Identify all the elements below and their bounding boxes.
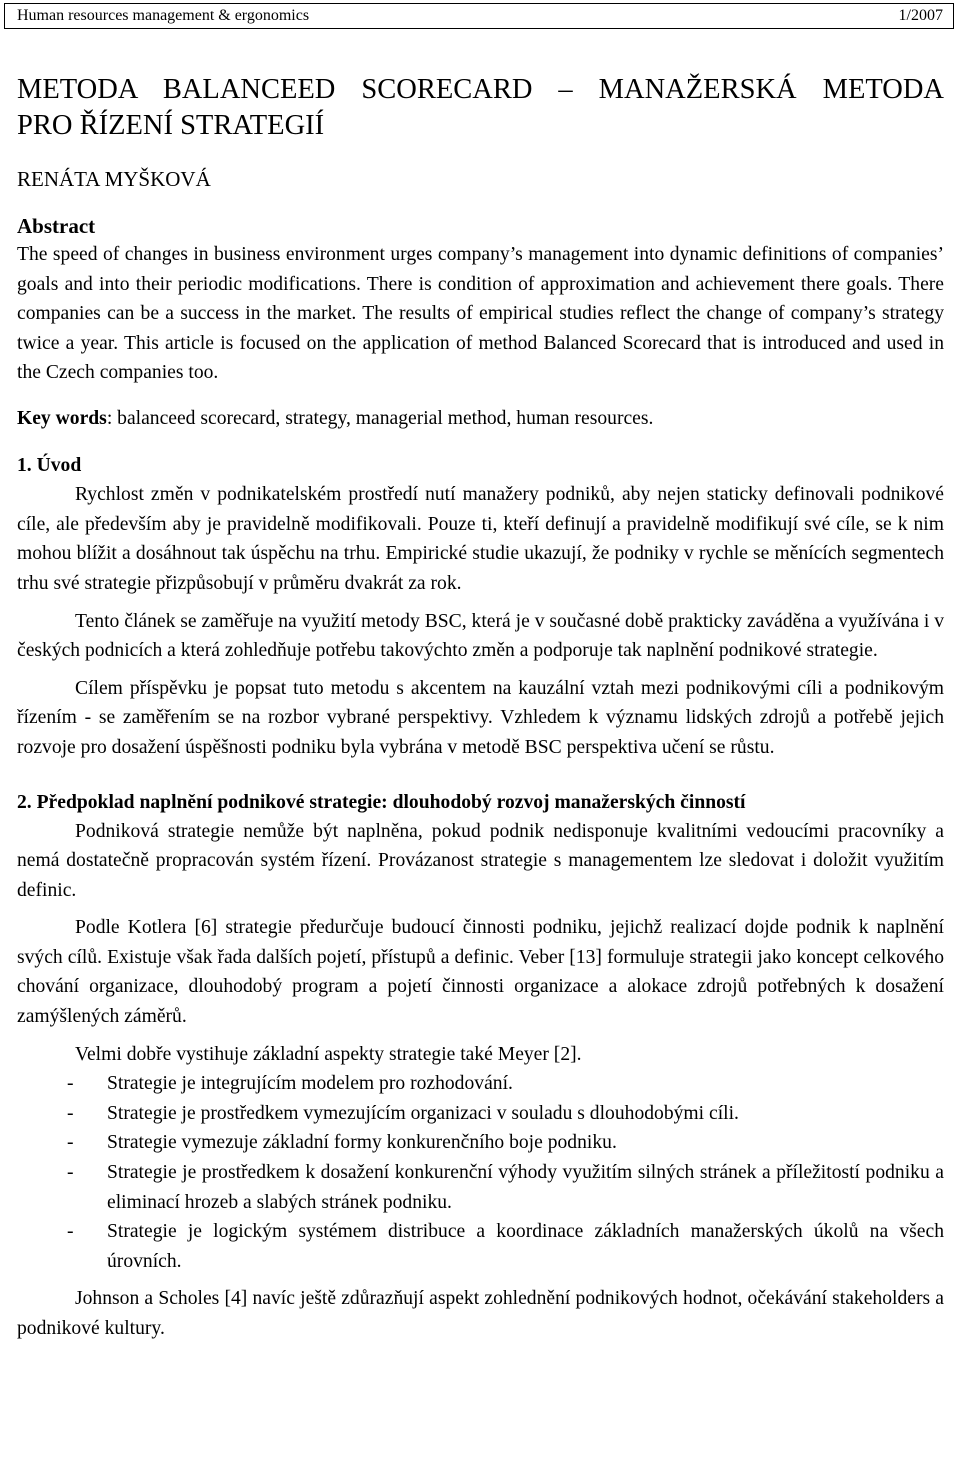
list-item-text: Strategie je integrujícím modelem pro rozhodování. xyxy=(107,1073,513,1095)
abstract-heading: Abstract xyxy=(17,214,96,238)
section2-paragraph-1: Podniková strategie nemůže být naplněna, pokud podnik nedisponuje kvalitními vedoucími pracovníky a nemá dostatečně propracován systém řízení. Provázanost strategie s managementem lze sledovat i doložit využitím definic. xyxy=(17,820,944,901)
section2-closing-paragraph: Johnson a Scholes [4] navíc ještě zdůrazňují aspekt zohlednění podnikových hodnot, očekávání stakeholders a podnikové kultury. xyxy=(17,1288,944,1339)
running-header xyxy=(4,3,954,29)
list-item xyxy=(17,1158,944,1217)
keywords-text: : balanceed scorecard, strategy, managerial method, human resources. xyxy=(106,407,654,429)
keywords-label: Key words xyxy=(17,407,107,429)
list-dash: - xyxy=(67,1162,74,1184)
article-body xyxy=(17,72,944,1344)
section2-paragraph-3: Velmi dobře vystihuje základní aspekty strategie také Meyer [2]. xyxy=(75,1043,582,1065)
list-item xyxy=(17,1217,944,1276)
list-item xyxy=(17,1128,944,1158)
section2-heading: 2. Předpoklad naplnění podnikové strategie: dlouhodobý rozvoj manažerských činností xyxy=(17,791,746,813)
list-item-text: Strategie je prostředkem vymezujícím organizaci v souladu s dlouhodobými cíli. xyxy=(107,1102,739,1124)
list-dash: - xyxy=(67,1102,74,1124)
list-item xyxy=(17,1099,944,1129)
section1-heading: 1. Úvod xyxy=(17,454,82,476)
section1-paragraph-2: Tento článek se zaměřuje na využití metody BSC, která je v současné době prakticky zaváděna a využívána i v českých podnicích a která zohledňuje potřebu takovýchto změn a podporuje tak naplnění podnikové strategie. xyxy=(17,610,944,662)
list-item-text: Strategie vymezuje základní formy konkurenčního boje podniku. xyxy=(107,1132,617,1154)
strategy-aspects-list xyxy=(17,1069,944,1276)
section1-paragraph-1: Rychlost změn v podnikatelském prostředí nutí manažery podniků, aby nejen staticky definovali podnikové cíle, ale především aby je pravidelně modifikovali. Pouze ti, kteří definují a pravidelně modifikují své cíle, se k nim mohou blížit a dosáhnout tak úspěchu na trhu. Empirické studie ukazují, že podniky v rychle se měnících segmentech trhu své strategie přizpůsobují v průměru dvakrát za rok. xyxy=(17,484,944,594)
list-item xyxy=(17,1069,944,1099)
keywords xyxy=(17,404,944,434)
article-title-line2: PRO ŘÍZENÍ STRATEGIÍ xyxy=(17,110,325,141)
list-dash: - xyxy=(67,1221,74,1243)
issue-number: 1/2007 xyxy=(898,7,943,24)
section1-paragraph-3: Cílem příspěvku je popsat tuto metodu s akcentem na kauzální vztah mezi podnikovými cíli a podnikovým řízením - se zaměřením se na rozbor vybrané perspektivy. Vzhledem k významu lidských zdrojů a potřebě jejich rozvoje pro dosažení úspěšnosti podniku byla vybrána v metodě BSC perspektiva učení se růstu. xyxy=(17,677,944,758)
author-name: RENÁTA MYŠKOVÁ xyxy=(17,167,211,191)
list-item-text: Strategie je logickým systémem distribuce a koordinace základních manažerských úkolů na všech úrovních. xyxy=(107,1221,944,1272)
section2-paragraph-2: Podle Kotlera [6] strategie předurčuje budoucí činnosti podniku, jejichž realizací dojde podnik k naplnění svých cílů. Existuje však řada dalších pojetí, přístupů a definic. Veber [13] formuluje strategii jako koncept celkového chování organizace, dlouhodobý program a pojetí činnosti organizace a alokace zdrojů potřebných k dosažení zamýšlených záměrů. xyxy=(17,917,944,1028)
list-dash: - xyxy=(67,1073,74,1095)
journal-name: Human resources management & ergonomics xyxy=(17,7,310,24)
article-title-line1: METODA BALANCEED SCORECARD – MANAŽERSKÁ METODA xyxy=(17,74,944,105)
list-item-text: Strategie je prostředkem k dosažení konkurenční výhody využitím silných stránek a příležitostí podniku a eliminací hrozeb a slabých stránek podniku. xyxy=(107,1162,944,1213)
list-dash: - xyxy=(67,1132,74,1154)
abstract-text: The speed of changes in business environment urges company’s management into dynamic definitions of companies’ goals and into their periodic modifications. There is condition of approximation and achievement there goals. There companies can be a success in the market. The results of empirical studies reflect the change of company’s strategy twice a year. This article is focused on the application of method Balanced Scorecard that is introduced and used in the Czech companies too. xyxy=(17,244,944,384)
